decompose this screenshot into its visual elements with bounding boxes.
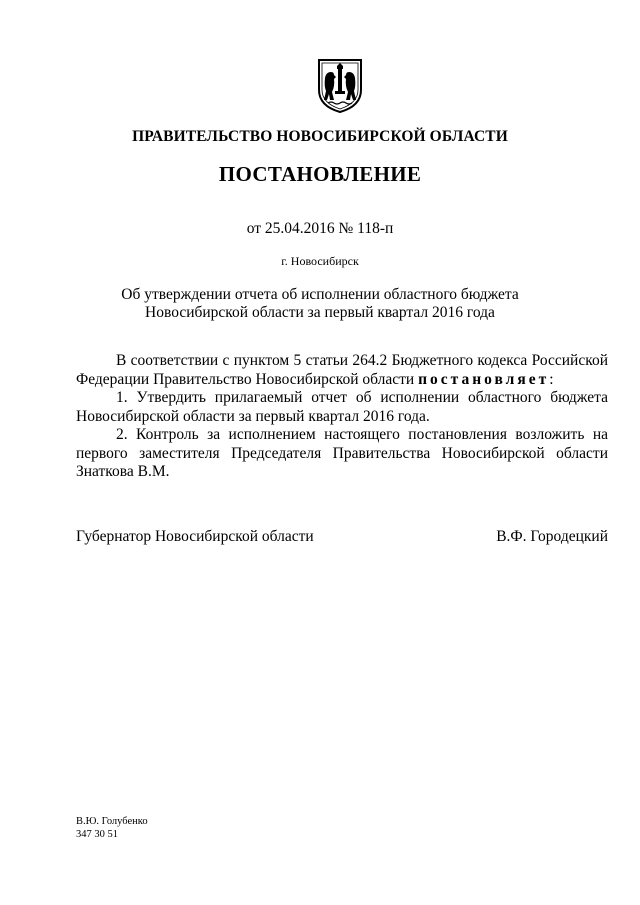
document-date: 25.04.2016: [264, 220, 335, 237]
executor-phone: 347 30 51: [76, 829, 118, 840]
resolution-keyword: постановляет: [418, 370, 550, 388]
preamble-colon: :: [549, 370, 554, 388]
coat-of-arms-icon: [316, 56, 364, 114]
date-number-line: [0, 220, 640, 238]
preamble-text: В соответствии с пунктом 5 статьи 264.2 Бюджетного кодекса Российской Федерации Правительство Новосибирской области: [76, 352, 608, 388]
document-body: [76, 352, 608, 482]
paragraph-item-2: 2. Контроль за исполнением настоящего постановления возложить на первого заместителя Председателя Правительства Новосибирской области Знаткова В.М.: [76, 426, 608, 480]
organization-title: ПРАВИТЕЛЬСТВО НОВОСИБИРСКОЙ ОБЛАСТИ: [132, 128, 508, 145]
document-number: № 118-п: [338, 220, 394, 237]
signature-block: [76, 528, 608, 546]
date-prefix: от: [246, 220, 262, 237]
executor-info: [76, 815, 148, 841]
document-subject: [0, 286, 640, 322]
paragraph-preamble: [76, 352, 608, 389]
document-type-title: ПОСТАНОВЛЕНИЕ: [218, 162, 422, 186]
city-line: г. Новосибирск: [281, 254, 359, 268]
executor-name: В.Ю. Голубенко: [76, 816, 148, 827]
signatory-name: В.Ф. Городецкий: [496, 528, 608, 545]
paragraph-item-1: 1. Утвердить прилагаемый отчет об исполнении областного бюджета Новосибирской области за первый квартал 2016 года.: [76, 389, 608, 425]
subject-line-2: Новосибирской области за первый квартал 2016 года: [145, 304, 495, 321]
subject-line-1: Об утверждении отчета об исполнении областного бюджета: [121, 286, 519, 303]
signatory-position: Губернатор Новосибирской области: [76, 528, 314, 545]
